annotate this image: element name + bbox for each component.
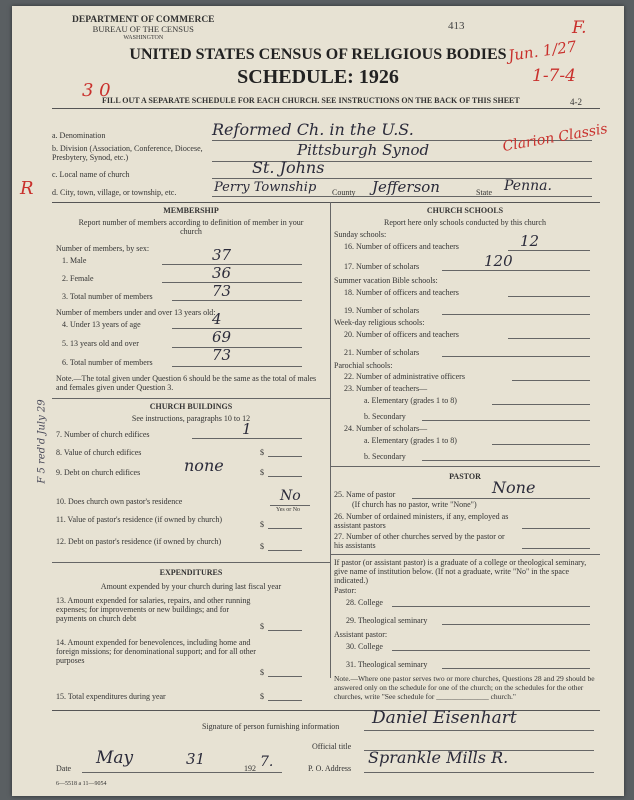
- county-value: Jefferson: [372, 178, 440, 196]
- q13-dollar: $: [260, 622, 264, 631]
- q7-line: [192, 438, 302, 439]
- pastor-heading: PASTOR: [449, 472, 481, 481]
- q29-line: [442, 624, 590, 625]
- membership-note: Note.—The total given under Question 6 should be the same as the total of males and females given under Question 3.: [56, 374, 317, 392]
- q5-label: 5. 13 years old and over: [62, 339, 139, 348]
- red-date-annotation: Jun. 1/27: [507, 37, 578, 65]
- q11-label: 11. Value of pastor's residence (if owned by church): [56, 515, 223, 524]
- state-value: Penna.: [504, 178, 552, 194]
- schools-sub: Report here only schools conducted by this church: [384, 218, 546, 227]
- membership-intro: Report number of members according to definition of member in your church: [78, 218, 304, 236]
- q2-value: 36: [212, 264, 232, 282]
- q31-line: [442, 668, 590, 669]
- red-r-annotation: R: [20, 178, 34, 199]
- schedule-title: SCHEDULE: 1926: [237, 66, 399, 88]
- q17-value: 120: [484, 252, 513, 270]
- form-instruction: FILL OUT A SEPARATE SCHEDULE FOR EACH CHURCH. SEE INSTRUCTIONS ON THE BACK OF THIS SHEET: [102, 96, 520, 105]
- signature-value: Daniel Eisenhart: [372, 708, 517, 728]
- form-title: UNITED STATES CENSUS OF RELIGIOUS BODIES: [129, 46, 507, 63]
- q8-dollar: $: [260, 448, 264, 457]
- q9-line: [268, 476, 302, 477]
- po-address-line: [364, 772, 594, 773]
- schools-heading: CHURCH SCHOOLS: [426, 206, 504, 215]
- q12-label: 12. Debt on pastor's residence (if owned by church): [56, 537, 222, 546]
- q15-label: 15. Total expenditures during year: [56, 692, 166, 701]
- q6-value: 73: [212, 346, 232, 364]
- q4-value: 4: [212, 310, 222, 328]
- members-by-sex: Number of members, by sex:: [56, 244, 150, 253]
- q20-line: [508, 338, 590, 339]
- division-label: b. Division (Association, Conference, Diocese, Presbytery, Synod, etc.): [52, 144, 203, 162]
- margin-note: F 5 red'd July 29: [36, 399, 48, 484]
- parochial-schools: Parochial schools:: [334, 361, 393, 370]
- q23a-label: a. Elementary (grades 1 to 8): [364, 396, 457, 405]
- q17-line: [442, 270, 590, 271]
- q13-line: [268, 630, 302, 631]
- q2-line: [162, 282, 302, 283]
- state-label: State: [476, 188, 492, 197]
- q15-dollar: $: [260, 692, 264, 701]
- buildings-divider: [52, 562, 330, 563]
- q9-dollar: $: [260, 468, 264, 477]
- form-number: 413: [448, 20, 465, 32]
- denomination-label: a. Denomination: [52, 131, 106, 140]
- q24-label: 24. Number of scholars—: [344, 424, 428, 433]
- q11-dollar: $: [260, 520, 264, 529]
- pastor-sub: Pastor:: [334, 586, 357, 595]
- q2-label: 2. Female: [62, 274, 94, 283]
- q23b-line: [422, 420, 590, 421]
- signature-line: [364, 730, 594, 731]
- q23b-label: b. Secondary: [364, 412, 406, 421]
- red-code-annotation: 1-7-4: [532, 66, 576, 86]
- q21-line: [442, 356, 590, 357]
- q8-label: 8. Value of church edifices: [56, 448, 142, 457]
- q16-value: 12: [520, 232, 540, 250]
- yes-no-caption: Yes or No: [276, 507, 301, 513]
- q3-label: 3. Total number of members: [62, 292, 153, 301]
- membership-heading: MEMBERSHIP: [163, 206, 219, 215]
- schools-divider: [330, 466, 600, 467]
- q12-line: [268, 550, 302, 551]
- q1-line: [162, 264, 302, 265]
- q22-line: [512, 380, 590, 381]
- denomination-value: Reformed Ch. in the U.S.: [212, 120, 414, 139]
- q16-label: 16. Number of officers and teachers: [344, 242, 459, 251]
- sunday-schools: Sunday schools:: [334, 230, 387, 239]
- department-name: DEPARTMENT OF COMMERCE: [72, 15, 215, 25]
- q5-line: [172, 347, 302, 348]
- q18-label: 18. Number of officers and teachers: [344, 288, 459, 297]
- q4-label: 4. Under 13 years of age: [62, 320, 141, 329]
- red-number-annotation: 3 0: [82, 80, 111, 101]
- q23-label: 23. Number of teachers—: [344, 384, 428, 393]
- q14-dollar: $: [260, 668, 264, 677]
- footer-divider: [52, 710, 600, 711]
- date-year-suffix: 7.: [260, 754, 274, 770]
- q24a-line: [492, 444, 590, 445]
- q27-line: [522, 548, 590, 549]
- q4-line: [172, 328, 302, 329]
- q7-label: 7. Number of church edifices: [56, 430, 150, 439]
- print-code: 6—5518 a 11—9054: [56, 781, 107, 787]
- small-code: 4-2: [570, 97, 582, 107]
- q9-label: 9. Debt on church edifices: [56, 468, 141, 477]
- q3-value: 73: [212, 282, 232, 300]
- summer-schools: Summer vacation Bible schools:: [334, 276, 438, 285]
- q12-dollar: $: [260, 542, 264, 551]
- q11-line: [268, 528, 302, 529]
- division-value: Pittsburgh Synod: [297, 141, 430, 159]
- expenditures-heading: EXPENDITURES: [159, 568, 223, 577]
- q5-value: 69: [212, 328, 232, 346]
- bureau-city: WASHINGTON: [123, 35, 164, 41]
- expenditures-sub: Amount expended by your church during last fiscal year: [100, 582, 282, 591]
- column-divider: [330, 202, 331, 678]
- county-label: County: [332, 188, 356, 197]
- q13-label: 13. Amount expended for salaries, repairs, and other running expenses; for improvements or new buildings; and for payments on church debt: [56, 596, 251, 623]
- q22-label: 22. Number of administrative officers: [344, 372, 465, 381]
- q30-line: [392, 650, 590, 651]
- q1-label: 1. Male: [62, 256, 87, 265]
- q20-label: 20. Number of officers and teachers: [344, 330, 459, 339]
- section-divider: [52, 202, 600, 203]
- census-schedule-form: [12, 6, 624, 796]
- q25-line: [412, 498, 590, 499]
- pastor-note: Note.—Where one pastor serves two or more churches, Questions 28 and 29 should be answered only on the schedule for one of the church; on the schedules for the other churches, write "See schedule for ______________ church.": [334, 674, 595, 701]
- weekday-schools: Week-day religious schools:: [334, 318, 425, 327]
- department-header: [72, 16, 215, 43]
- date-month: May: [96, 748, 134, 768]
- q21-label: 21. Number of scholars: [344, 348, 420, 357]
- buildings-sub: See instructions, paragraphs 10 to 12: [131, 414, 251, 423]
- signature-label: Signature of person furnishing information: [202, 722, 340, 731]
- po-address-value: Sprankle Mills R.: [368, 748, 509, 767]
- q19-label: 19. Number of scholars: [344, 306, 420, 315]
- top-divider: [52, 108, 600, 109]
- q31-label: 31. Theological seminary: [346, 660, 428, 669]
- red-f-annotation: F.: [572, 18, 587, 38]
- q23a-line: [492, 404, 590, 405]
- official-title-label: Official title: [312, 742, 352, 751]
- q18-line: [508, 296, 590, 297]
- asst-pastor-sub: Assistant pastor:: [334, 630, 388, 639]
- date-label: Date: [56, 764, 72, 773]
- q29-label: 29. Theological seminary: [346, 616, 428, 625]
- q6-label: 6. Total number of members: [62, 358, 153, 367]
- q24a-label: a. Elementary (grades 1 to 8): [364, 436, 457, 445]
- q28-line: [392, 606, 590, 607]
- city-line: [212, 196, 592, 197]
- membership-divider: [52, 398, 330, 399]
- q17-label: 17. Number of scholars: [344, 262, 420, 271]
- q8-line: [268, 456, 302, 457]
- q26-label: 26. Number of ordained ministers, if any, employed as assistant pastors: [334, 512, 509, 530]
- q26-line: [522, 528, 590, 529]
- local-name-value: St. Johns: [252, 158, 325, 177]
- q3-line: [172, 300, 302, 301]
- q9-value: none: [184, 456, 224, 475]
- q30-label: 30. College: [346, 642, 383, 651]
- q14-line: [268, 676, 302, 677]
- date-day: 31: [186, 750, 206, 768]
- q15-line: [268, 700, 302, 701]
- q24b-line: [422, 460, 590, 461]
- city-label: d. City, town, village, or township, etc.: [52, 188, 177, 197]
- po-address-label: P. O. Address: [308, 764, 352, 773]
- q10-value: No: [280, 488, 301, 504]
- buildings-heading: CHURCH BUILDINGS: [149, 402, 233, 411]
- q10-label: 10. Does church own pastor's residence: [56, 497, 183, 506]
- date-year-prefix: 192: [244, 764, 256, 773]
- q24b-label: b. Secondary: [364, 452, 406, 461]
- q7-value: 1: [242, 420, 252, 438]
- q27-label: 27. Number of other churches served by the pastor or his assistants: [334, 532, 505, 550]
- q1-value: 37: [212, 246, 232, 264]
- q19-line: [442, 314, 590, 315]
- city-value: Perry Township: [214, 180, 317, 195]
- local-name-label: c. Local name of church: [52, 170, 130, 179]
- q6-line: [172, 366, 302, 367]
- q16-line: [508, 250, 590, 251]
- division-value-2: Clarion Classis: [501, 120, 609, 156]
- q28-label: 28. College: [346, 598, 383, 607]
- graduate-note: If pastor (or assistant pastor) is a graduate of a college or theological seminary, give name of institution below. (If not a graduate, write "No" in the space indicated.): [334, 558, 587, 585]
- q14-label: 14. Amount expended for benevolences, including home and foreign missions; for denominational support; and for all other purposes: [56, 638, 256, 665]
- q25-label: 25. Name of pastor: [334, 490, 396, 499]
- q25-value: None: [492, 478, 536, 497]
- bureau-name: BUREAU OF THE CENSUS: [92, 24, 194, 34]
- pastor-divider: [330, 554, 600, 555]
- age-intro: Number of members under and over 13 years old:: [56, 308, 216, 317]
- q25-note: (If church has no pastor, write "None"): [352, 500, 477, 509]
